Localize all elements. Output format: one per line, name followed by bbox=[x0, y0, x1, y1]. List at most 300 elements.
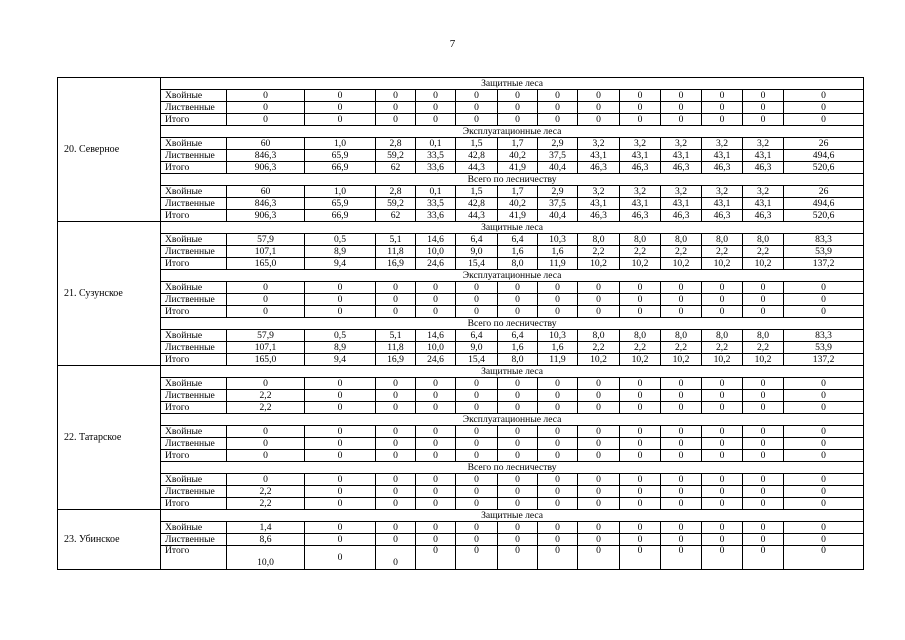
value-cell: 0 bbox=[661, 102, 702, 114]
value-cell: 0 bbox=[305, 378, 376, 390]
value-cell: 57,9 bbox=[227, 330, 305, 342]
value-cell: 0 bbox=[661, 450, 702, 462]
section-title: Защитные леса bbox=[161, 222, 864, 234]
section-row bbox=[58, 126, 864, 138]
value-cell: 10,2 bbox=[620, 258, 661, 270]
value-cell: 520,6 bbox=[784, 210, 864, 222]
species-label: Итого bbox=[161, 114, 227, 126]
section-title: Защитные леса bbox=[161, 510, 864, 522]
value-cell: 10,2 bbox=[578, 354, 620, 366]
value-cell: 0 bbox=[456, 426, 498, 438]
species-label: Лиственные bbox=[161, 534, 227, 546]
value-cell: 0 bbox=[416, 426, 456, 438]
value-cell: 0 bbox=[456, 534, 498, 546]
value-cell: 0 bbox=[456, 294, 498, 306]
value-cell: 107,1 bbox=[227, 342, 305, 354]
value-cell: 0 bbox=[227, 450, 305, 462]
value-cell: 59,2 bbox=[376, 198, 416, 210]
value-cell: 10,3 bbox=[538, 330, 578, 342]
value-cell: 0 bbox=[578, 486, 620, 498]
value-cell: 0 bbox=[743, 390, 784, 402]
value-cell: 0 bbox=[456, 546, 498, 570]
value-cell: 0 bbox=[416, 522, 456, 534]
value-cell: 0 bbox=[538, 402, 578, 414]
table-row bbox=[58, 426, 864, 438]
table-row bbox=[58, 438, 864, 450]
value-cell: 0 bbox=[620, 378, 661, 390]
value-cell: 24,6 bbox=[416, 258, 456, 270]
value-cell: 2,2 bbox=[620, 342, 661, 354]
value-cell: 46,3 bbox=[702, 162, 743, 174]
value-cell: 8,0 bbox=[498, 354, 538, 366]
value-cell: 11,8 bbox=[376, 246, 416, 258]
value-cell: 0 bbox=[620, 294, 661, 306]
value-cell: 43,1 bbox=[702, 198, 743, 210]
value-cell: 0 bbox=[661, 114, 702, 126]
value-cell: 0 bbox=[661, 390, 702, 402]
species-label: Хвойные bbox=[161, 186, 227, 198]
value-cell: 44,3 bbox=[456, 162, 498, 174]
value-cell: 494,6 bbox=[784, 150, 864, 162]
value-cell: 66,9 bbox=[305, 210, 376, 222]
value-cell: 0 bbox=[661, 294, 702, 306]
value-cell: 0 bbox=[784, 402, 864, 414]
value-cell: 37,5 bbox=[538, 150, 578, 162]
value-cell: 43,1 bbox=[620, 150, 661, 162]
value-cell: 0 bbox=[416, 438, 456, 450]
value-cell: 2,2 bbox=[227, 390, 305, 402]
value-cell: 0 bbox=[376, 450, 416, 462]
value-cell: 0 bbox=[784, 114, 864, 126]
value-cell: 0 bbox=[620, 390, 661, 402]
table-row bbox=[58, 390, 864, 402]
species-label: Лиственные bbox=[161, 438, 227, 450]
value-cell: 10,3 bbox=[538, 234, 578, 246]
table-row bbox=[58, 342, 864, 354]
value-cell: 0 bbox=[538, 390, 578, 402]
value-cell: 8,0 bbox=[661, 234, 702, 246]
value-cell: 0 bbox=[456, 90, 498, 102]
value-cell: 8,0 bbox=[743, 330, 784, 342]
value-cell: 0 bbox=[498, 294, 538, 306]
value-cell: 0 bbox=[702, 102, 743, 114]
value-cell: 0 bbox=[376, 378, 416, 390]
value-cell: 3,2 bbox=[578, 138, 620, 150]
value-cell: 2,8 bbox=[376, 138, 416, 150]
value-cell: 0 bbox=[702, 402, 743, 414]
value-cell: 846,3 bbox=[227, 198, 305, 210]
value-cell: 2,2 bbox=[702, 246, 743, 258]
value-cell: 2,2 bbox=[578, 246, 620, 258]
value-cell: 0 bbox=[702, 438, 743, 450]
value-cell: 2,2 bbox=[227, 486, 305, 498]
value-cell: 0 bbox=[456, 402, 498, 414]
value-cell: 0 bbox=[743, 438, 784, 450]
value-cell: 0 bbox=[620, 474, 661, 486]
value-cell: 0 bbox=[456, 378, 498, 390]
value-cell: 0 bbox=[578, 534, 620, 546]
district-name: 22. Татарское bbox=[58, 366, 161, 510]
value-cell: 46,3 bbox=[620, 162, 661, 174]
value-cell: 0 bbox=[498, 426, 538, 438]
value-cell: 0 bbox=[227, 90, 305, 102]
value-cell: 8,6 bbox=[227, 534, 305, 546]
value-cell: 3,2 bbox=[661, 138, 702, 150]
value-cell: 0 bbox=[305, 282, 376, 294]
value-cell: 0 bbox=[538, 522, 578, 534]
value-cell: 0 bbox=[702, 450, 743, 462]
section-title: Всего по лесничеству bbox=[161, 462, 864, 474]
value-cell: 0 bbox=[538, 426, 578, 438]
value-cell: 0 bbox=[376, 306, 416, 318]
value-cell: 8,9 bbox=[305, 246, 376, 258]
value-cell: 1,6 bbox=[538, 246, 578, 258]
table-row bbox=[58, 354, 864, 366]
value-cell: 0 bbox=[702, 390, 743, 402]
section-row bbox=[58, 270, 864, 282]
table-row bbox=[58, 138, 864, 150]
value-cell: 43,1 bbox=[620, 198, 661, 210]
value-cell: 0 bbox=[702, 534, 743, 546]
value-cell: 33,5 bbox=[416, 198, 456, 210]
value-cell: 1,5 bbox=[456, 138, 498, 150]
section-row bbox=[58, 78, 864, 90]
value-cell: 0 bbox=[456, 474, 498, 486]
species-label: Итого bbox=[161, 402, 227, 414]
value-cell: 46,3 bbox=[661, 162, 702, 174]
species-label: Итого bbox=[161, 210, 227, 222]
value-cell: 0 bbox=[538, 378, 578, 390]
value-cell: 0 bbox=[702, 90, 743, 102]
table-row bbox=[58, 114, 864, 126]
value-cell: 2,2 bbox=[661, 342, 702, 354]
value-cell: 42,8 bbox=[456, 150, 498, 162]
value-cell: 33,5 bbox=[416, 150, 456, 162]
value-cell: 6,4 bbox=[456, 234, 498, 246]
value-cell: 0 bbox=[578, 378, 620, 390]
value-cell: 0 bbox=[498, 486, 538, 498]
value-cell: 0 bbox=[743, 378, 784, 390]
value-cell: 0 bbox=[743, 102, 784, 114]
section-row bbox=[58, 510, 864, 522]
value-cell: 14,6 bbox=[416, 234, 456, 246]
section-title: Защитные леса bbox=[161, 78, 864, 90]
value-cell: 11,9 bbox=[538, 258, 578, 270]
value-cell: 0 bbox=[784, 438, 864, 450]
district-name: 20. Северное bbox=[58, 78, 161, 222]
value-cell: 0 bbox=[376, 498, 416, 510]
value-cell: 0 bbox=[743, 294, 784, 306]
value-cell: 2,9 bbox=[538, 138, 578, 150]
value-cell: 0 bbox=[376, 90, 416, 102]
value-cell: 43,1 bbox=[578, 198, 620, 210]
table-row bbox=[58, 102, 864, 114]
value-cell: 0 bbox=[376, 474, 416, 486]
value-cell: 24,6 bbox=[416, 354, 456, 366]
value-cell: 10,2 bbox=[661, 354, 702, 366]
value-cell: 0 bbox=[305, 474, 376, 486]
value-cell: 0 bbox=[227, 438, 305, 450]
value-cell: 0 bbox=[578, 450, 620, 462]
value-cell: 83,3 bbox=[784, 330, 864, 342]
value-cell: 0 bbox=[456, 450, 498, 462]
value-cell: 1,6 bbox=[498, 342, 538, 354]
section-title: Всего по лесничеству bbox=[161, 174, 864, 186]
value-cell: 0 bbox=[702, 522, 743, 534]
value-cell: 9,4 bbox=[305, 354, 376, 366]
section-title: Эксплуатационные леса bbox=[161, 414, 864, 426]
value-cell: 10,2 bbox=[743, 258, 784, 270]
value-cell: 8,0 bbox=[578, 330, 620, 342]
value-cell: 0 bbox=[227, 102, 305, 114]
species-label: Лиственные bbox=[161, 198, 227, 210]
value-cell: 3,2 bbox=[702, 186, 743, 198]
value-cell: 0 bbox=[743, 450, 784, 462]
section-row bbox=[58, 222, 864, 234]
value-cell: 0 bbox=[661, 546, 702, 570]
section-row bbox=[58, 414, 864, 426]
value-cell: 8,0 bbox=[620, 234, 661, 246]
value-cell: 0 bbox=[305, 498, 376, 510]
value-cell: 53,9 bbox=[784, 342, 864, 354]
value-cell: 26 bbox=[784, 138, 864, 150]
value-cell: 41,9 bbox=[498, 210, 538, 222]
value-cell: 0,5 bbox=[305, 234, 376, 246]
value-cell: 15,4 bbox=[456, 354, 498, 366]
value-cell: 44,3 bbox=[456, 210, 498, 222]
table-row bbox=[58, 522, 864, 534]
section-title: Эксплуатационные леса bbox=[161, 270, 864, 282]
value-cell: 0 bbox=[305, 546, 376, 570]
value-cell: 0 bbox=[661, 402, 702, 414]
value-cell: 2,2 bbox=[702, 342, 743, 354]
value-cell: 0 bbox=[416, 402, 456, 414]
value-cell: 8,0 bbox=[578, 234, 620, 246]
value-cell: 26 bbox=[784, 186, 864, 198]
value-cell: 3,2 bbox=[743, 186, 784, 198]
value-cell: 0 bbox=[743, 114, 784, 126]
value-cell: 0 bbox=[620, 114, 661, 126]
species-label: Хвойные bbox=[161, 282, 227, 294]
value-cell: 10,2 bbox=[661, 258, 702, 270]
value-cell: 0 bbox=[578, 102, 620, 114]
value-cell: 8,9 bbox=[305, 342, 376, 354]
value-cell: 0 bbox=[498, 306, 538, 318]
value-cell: 0 bbox=[702, 546, 743, 570]
section-title: Эксплуатационные леса bbox=[161, 126, 864, 138]
value-cell: 46,3 bbox=[702, 210, 743, 222]
value-cell: 0 bbox=[416, 498, 456, 510]
value-cell: 60 bbox=[227, 138, 305, 150]
species-label: Хвойные bbox=[161, 378, 227, 390]
value-cell: 0 bbox=[498, 402, 538, 414]
value-cell: 0 bbox=[784, 534, 864, 546]
value-cell: 0 bbox=[305, 402, 376, 414]
value-cell: 0 bbox=[227, 294, 305, 306]
table-row bbox=[58, 234, 864, 246]
value-cell: 9,0 bbox=[456, 342, 498, 354]
value-cell: 0 bbox=[376, 282, 416, 294]
species-label: Итого bbox=[161, 354, 227, 366]
value-cell: 0 bbox=[620, 426, 661, 438]
value-cell: 0,1 bbox=[416, 138, 456, 150]
value-cell: 0 bbox=[456, 390, 498, 402]
value-cell: 42,8 bbox=[456, 198, 498, 210]
value-cell: 1,4 bbox=[227, 522, 305, 534]
value-cell: 0 bbox=[376, 426, 416, 438]
value-cell: 0 bbox=[538, 306, 578, 318]
value-cell: 0 bbox=[578, 90, 620, 102]
value-cell: 0 bbox=[661, 474, 702, 486]
value-cell: 1,7 bbox=[498, 138, 538, 150]
value-cell: 2,8 bbox=[376, 186, 416, 198]
value-cell: 0 bbox=[578, 438, 620, 450]
value-cell: 3,2 bbox=[578, 186, 620, 198]
value-cell: 15,4 bbox=[456, 258, 498, 270]
value-cell: 0 bbox=[305, 486, 376, 498]
value-cell: 46,3 bbox=[743, 162, 784, 174]
value-cell: 10,0 bbox=[416, 246, 456, 258]
value-cell: 0 bbox=[538, 498, 578, 510]
species-label: Лиственные bbox=[161, 102, 227, 114]
value-cell: 65,9 bbox=[305, 150, 376, 162]
value-cell: 0 bbox=[376, 114, 416, 126]
value-cell: 0 bbox=[620, 534, 661, 546]
value-cell: 0 bbox=[784, 546, 864, 570]
value-cell: 0 bbox=[578, 294, 620, 306]
value-cell: 0 bbox=[376, 294, 416, 306]
value-cell: 0 bbox=[498, 390, 538, 402]
value-cell: 0 bbox=[743, 402, 784, 414]
value-cell: 10,2 bbox=[743, 354, 784, 366]
value-cell: 0 bbox=[661, 426, 702, 438]
value-cell: 8,0 bbox=[743, 234, 784, 246]
value-cell: 2,9 bbox=[538, 186, 578, 198]
table-row bbox=[58, 90, 864, 102]
value-cell: 0 bbox=[784, 294, 864, 306]
value-cell: 46,3 bbox=[661, 210, 702, 222]
table-row bbox=[58, 282, 864, 294]
value-cell: 0 bbox=[620, 90, 661, 102]
value-cell: 0 bbox=[305, 306, 376, 318]
value-cell: 10,2 bbox=[578, 258, 620, 270]
value-cell: 0 bbox=[305, 390, 376, 402]
value-cell: 0 bbox=[305, 438, 376, 450]
value-cell: 0 bbox=[784, 390, 864, 402]
table-row bbox=[58, 198, 864, 210]
species-label: Лиственные bbox=[161, 486, 227, 498]
value-cell: 0 bbox=[498, 498, 538, 510]
value-cell: 9,0 bbox=[456, 246, 498, 258]
value-cell: 11,9 bbox=[538, 354, 578, 366]
value-cell: 0 bbox=[305, 102, 376, 114]
value-cell: 0 bbox=[702, 378, 743, 390]
value-cell: 0 bbox=[456, 114, 498, 126]
species-label: Лиственные bbox=[161, 294, 227, 306]
table-row bbox=[58, 258, 864, 270]
value-cell: 0 bbox=[305, 534, 376, 546]
table-row bbox=[58, 186, 864, 198]
value-cell: 0 bbox=[227, 282, 305, 294]
table-row bbox=[58, 402, 864, 414]
value-cell: 3,2 bbox=[620, 138, 661, 150]
value-cell: 0 bbox=[743, 534, 784, 546]
value-cell: 0 bbox=[538, 114, 578, 126]
value-cell: 0 bbox=[227, 306, 305, 318]
value-cell: 43,1 bbox=[578, 150, 620, 162]
value-cell: 107,1 bbox=[227, 246, 305, 258]
value-cell: 0 bbox=[661, 378, 702, 390]
value-cell: 0 bbox=[702, 498, 743, 510]
value-cell: 494,6 bbox=[784, 198, 864, 210]
value-cell: 1,0 bbox=[305, 138, 376, 150]
value-cell: 5,1 bbox=[376, 234, 416, 246]
value-cell: 0 bbox=[578, 306, 620, 318]
value-cell: 5,1 bbox=[376, 330, 416, 342]
table-row bbox=[58, 210, 864, 222]
value-cell: 0 bbox=[578, 522, 620, 534]
value-cell: 33,6 bbox=[416, 210, 456, 222]
value-cell: 6,4 bbox=[456, 330, 498, 342]
value-cell: 0 bbox=[620, 546, 661, 570]
value-cell: 0 bbox=[416, 390, 456, 402]
table-row bbox=[58, 450, 864, 462]
section-title: Защитные леса bbox=[161, 366, 864, 378]
value-cell: 0 bbox=[456, 438, 498, 450]
value-cell: 0 bbox=[661, 498, 702, 510]
value-cell: 0 bbox=[538, 474, 578, 486]
value-cell: 0 bbox=[227, 474, 305, 486]
value-cell: 3,2 bbox=[620, 186, 661, 198]
value-cell: 65,9 bbox=[305, 198, 376, 210]
value-cell: 43,1 bbox=[702, 150, 743, 162]
value-cell: 0 bbox=[456, 306, 498, 318]
value-cell: 1,6 bbox=[538, 342, 578, 354]
value-cell: 3,2 bbox=[661, 186, 702, 198]
value-cell: 2,2 bbox=[227, 402, 305, 414]
value-cell: 0 bbox=[661, 534, 702, 546]
value-cell: 0 bbox=[376, 102, 416, 114]
value-cell: 0 bbox=[498, 378, 538, 390]
value-cell: 0 bbox=[416, 450, 456, 462]
value-cell: 0 bbox=[416, 102, 456, 114]
value-cell: 37,5 bbox=[538, 198, 578, 210]
value-cell: 846,3 bbox=[227, 150, 305, 162]
value-cell: 0 bbox=[305, 450, 376, 462]
value-cell: 0 bbox=[620, 450, 661, 462]
species-label: Хвойные bbox=[161, 234, 227, 246]
species-label: Лиственные bbox=[161, 150, 227, 162]
value-cell: 2,2 bbox=[743, 342, 784, 354]
value-cell: 0 bbox=[538, 486, 578, 498]
value-cell: 0 bbox=[227, 426, 305, 438]
value-cell: 0 bbox=[702, 294, 743, 306]
value-cell: 0 bbox=[743, 546, 784, 570]
value-cell: 8,0 bbox=[702, 234, 743, 246]
value-cell: 0 bbox=[743, 498, 784, 510]
value-cell: 0 bbox=[784, 522, 864, 534]
table-row bbox=[58, 162, 864, 174]
value-cell: 0 bbox=[227, 114, 305, 126]
value-cell: 0 bbox=[743, 282, 784, 294]
value-cell: 53,9 bbox=[784, 246, 864, 258]
value-cell: 0 bbox=[376, 438, 416, 450]
value-cell: 0 bbox=[498, 90, 538, 102]
value-cell: 0 bbox=[305, 90, 376, 102]
table-row bbox=[58, 378, 864, 390]
section-row bbox=[58, 318, 864, 330]
value-cell: 9,4 bbox=[305, 258, 376, 270]
